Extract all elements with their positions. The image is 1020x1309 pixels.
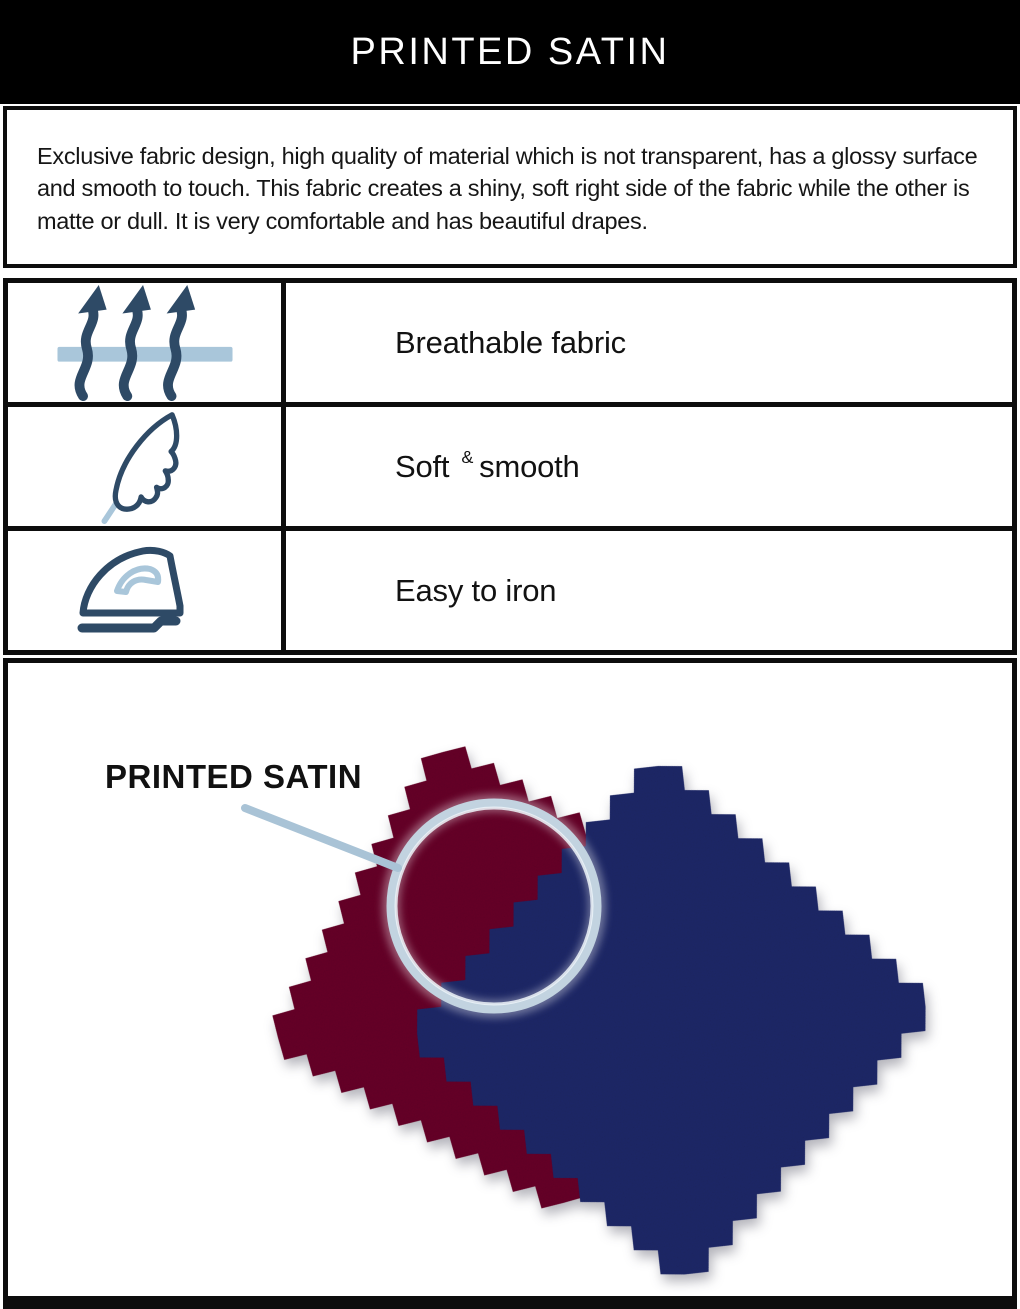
page-title: PRINTED SATIN: [350, 30, 670, 73]
feature-row-breathable: [8, 283, 1012, 407]
feather-icon: [93, 409, 197, 525]
description-box: [3, 106, 1017, 268]
features-table: [3, 278, 1017, 655]
feature-row-soft-smooth: [8, 407, 1012, 531]
feature-label-soft-smooth: [286, 407, 1012, 526]
description-text: Exclusive fabric design, high quality of material which is not transparent, has a glossy surface and smooth to touch. This fabric creates a shiny, soft right side of the fabric while the other is matte or dull. It is very comfortable and has beautiful drapes.: [37, 143, 978, 234]
feature-row-iron: [8, 531, 1012, 650]
pointer-line: [245, 808, 398, 868]
iron-sole: [82, 621, 176, 628]
label-smooth: smooth: [479, 448, 580, 484]
breathable-arrows-icon: [57, 284, 233, 402]
swatch-label: PRINTED SATIN: [105, 758, 363, 795]
iron-icon: [72, 539, 218, 643]
breathable-icon-cell: [8, 283, 286, 402]
ampersand: &: [461, 447, 474, 467]
feature-label-iron: Easy to iron: [395, 572, 557, 608]
label-soft: Soft: [395, 448, 450, 484]
iron-icon-cell: [8, 531, 286, 650]
swatch-section: [3, 658, 1017, 1309]
fabric-swatches-graphic: [8, 663, 1012, 1296]
feather-icon-cell: [8, 407, 286, 526]
feather-blade: [115, 414, 176, 508]
header-bar: [0, 0, 1020, 104]
feature-label-breathable: Breathable fabric: [395, 324, 626, 360]
